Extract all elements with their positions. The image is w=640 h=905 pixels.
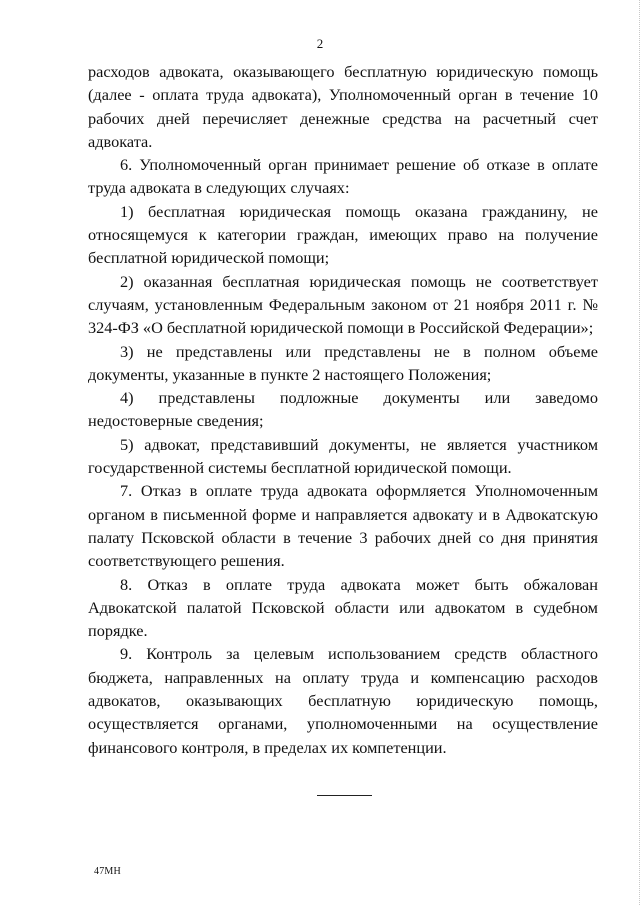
end-separator-line <box>317 795 372 796</box>
list-item-5: 5) адвокат, представивший документы, не является участником государственной системы бесплатной юридической помощи. <box>88 434 598 478</box>
list-item-1: 1) бесплатная юридическая помощь оказана гражданину, не относящемуся к категории граждан, имеющих право на получение бесплатной юридической помощи; <box>88 201 598 268</box>
paragraph-clause-7: 7. Отказ в оплате труда адвоката оформляется Уполномоченным органом в письменной форме и направляется адвокату и в Адвокатскую палату Псковской области в течение 3 рабочих дней со дня принятия соответствующего решения. <box>88 481 598 571</box>
footer-document-code: 47МН <box>94 866 121 877</box>
paragraph-clause-8: 8. Отказ в оплате труда адвоката может быть обжалован Адвокатской палатой Псковской области или адвокатом в судебном порядке. <box>88 574 598 641</box>
paragraph-continuation: расходов адвоката, оказывающего бесплатную юридическую помощь (далее - оплата труда адвоката), Уполномоченный орган в течение 10 рабочих дней перечисляет денежные средства на расчетный счет адвоката. <box>88 62 598 151</box>
list-item-4: 4) представлены подложные документы или заведомо недостоверные сведения; <box>88 388 598 431</box>
paragraph-clause-9: 9. Контроль за целевым использованием средств областного бюджета, направленных на оплату труда и компенсацию расходов адвокатов, оказывающих бесплатную юридическую помощь, осуществляется органами, уполномоченными на осуществление финансового контроля, в пределах их компетенции. <box>88 644 598 757</box>
page-number: 2 <box>316 36 324 51</box>
document-body <box>88 60 598 759</box>
paragraph-clause-6: 6. Уполномоченный орган принимает решение об отказе в оплате труда адвоката в следующих случаях: <box>88 155 598 198</box>
list-item-3: 3) не представлены или представлены не в полном объеме документы, указанные в пункте 2 настоящего Положения; <box>88 341 598 384</box>
list-item-2: 2) оказанная бесплатная юридическая помощь не соответствует случаям, установленным Федеральным законом от 21 ноября 2011 г. № 324-ФЗ «О бесплатной юридической помощи в Российской Федерации»; <box>88 271 598 338</box>
